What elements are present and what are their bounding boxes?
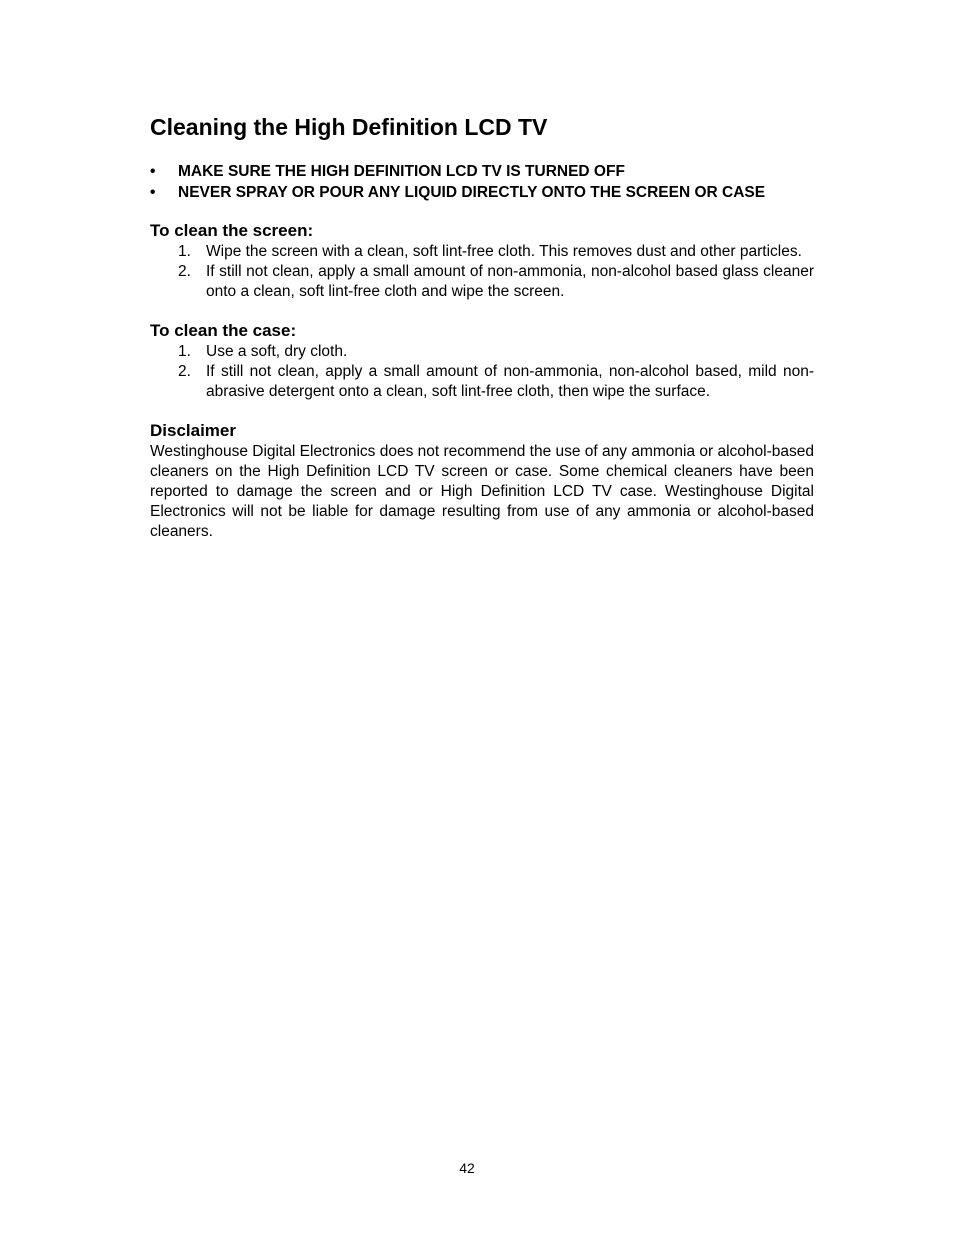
list-item [150, 362, 814, 402]
warning-item [150, 183, 814, 204]
section-heading: To clean the screen: [150, 221, 314, 240]
list-item [150, 262, 814, 302]
warning-item [150, 162, 814, 183]
step-number: 2. [178, 363, 191, 380]
step-number: 2. [178, 263, 191, 280]
case-steps [150, 342, 814, 402]
clean-case-section [150, 320, 814, 402]
screen-steps [150, 242, 814, 302]
clean-screen-section [150, 220, 814, 302]
page-content [150, 110, 814, 542]
list-item [150, 242, 814, 262]
step-text: If still not clean, apply a small amount of non-ammonia, non-alcohol based glass cleaner onto a clean, soft lint-free cloth and wipe the screen. [206, 263, 814, 300]
bullet-icon: • [150, 163, 156, 180]
step-number: 1. [178, 343, 191, 360]
disclaimer-section [150, 420, 814, 542]
step-text: Use a soft, dry cloth. [206, 343, 348, 360]
page-number: 42 [459, 1160, 475, 1176]
step-text: If still not clean, apply a small amount of non-ammonia, non-alcohol based, mild non- abrasive detergent onto a clean, soft lint-free cloth, then wipe the surface. [206, 363, 814, 400]
page-title: Cleaning the High Definition LCD TV [150, 114, 548, 140]
step-number: 1. [178, 243, 191, 260]
bullet-icon: • [150, 183, 156, 201]
section-heading: Disclaimer [150, 421, 236, 440]
section-heading: To clean the case: [150, 321, 297, 340]
warning-text: MAKE SURE THE HIGH DEFINITION LCD TV IS TURNED OFF [178, 163, 625, 180]
step-text: Wipe the screen with a clean, soft lint-free cloth. This removes dust and other particles. [206, 243, 802, 260]
warning-text: NEVER SPRAY OR POUR ANY LIQUID DIRECTLY ONTO THE SCREEN OR CASE [178, 183, 766, 201]
list-item [150, 342, 814, 362]
disclaimer-text: Westinghouse Digital Electronics does not recommend the use of any ammonia or alcohol-based cleaners on the High Definition LCD TV screen or case. Some chemical cleaners have been reported to damage the screen and or High Definition LCD TV case. Westinghouse Digital Electronics will not be liable for damage resulting from use of any ammonia or alcohol-based cleaners. [150, 443, 814, 540]
warning-list [150, 162, 814, 203]
